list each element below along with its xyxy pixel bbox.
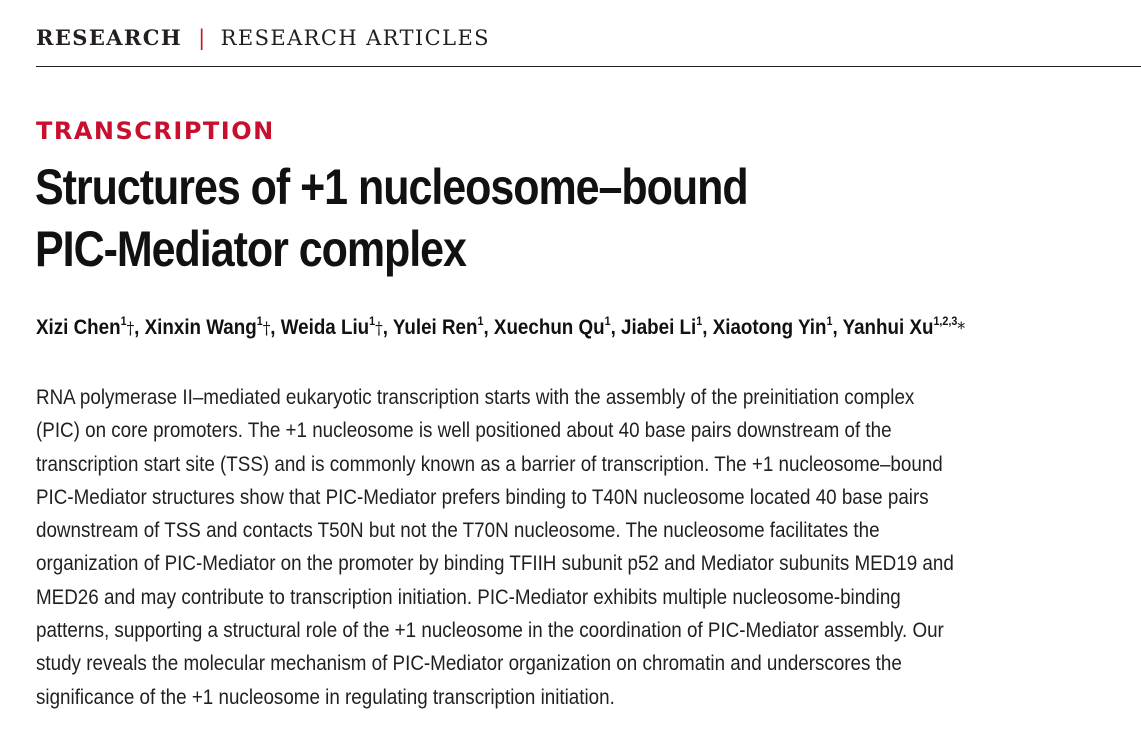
author	[843, 316, 965, 339]
equal-contribution-mark: †	[375, 319, 383, 339]
author-separator: ,	[702, 316, 713, 339]
author	[393, 316, 494, 339]
abstract-line: MED26 and may contribute to transcription initiation. PIC-Mediator exhibits multiple nucleosome-binding	[36, 584, 901, 609]
author-name: Xuechun Qu	[493, 316, 605, 339]
corresponding-author-mark: *	[957, 319, 965, 339]
author-separator: ,	[483, 316, 494, 339]
subsection-label: RESEARCH ARTICLES	[220, 26, 490, 50]
affiliation-marker: 1,2,3	[933, 314, 958, 328]
author	[621, 316, 713, 339]
author-name: Xinxin Wang	[144, 316, 257, 339]
abstract-line: significance of the +1 nucleosome in regulating transcription initiation.	[36, 684, 615, 709]
abstract-line: downstream of TSS and contacts T50N but not the T70N nucleosome. The nucleosome facilitates the	[36, 518, 880, 543]
abstract-line: patterns, supporting a structural role of the +1 nucleosome in the coordination of PIC-Mediator assembly. Our	[36, 618, 944, 643]
affiliation-marker: 1	[256, 314, 263, 328]
author	[281, 316, 393, 339]
author	[713, 316, 843, 339]
abstract-line: PIC-Mediator structures show that PIC-Mediator prefers binding to T40N nucleosome located 40 base pairs	[36, 484, 929, 509]
author-name: Yulei Ren	[392, 316, 478, 339]
header-rule	[36, 66, 1141, 67]
article-title	[35, 156, 748, 280]
author-name: Xiaotong Yin	[712, 316, 827, 339]
abstract-line: study reveals the molecular mechanism of PIC-Mediator organization on chromatin and underscores the	[36, 651, 902, 676]
affiliation-marker: 1	[826, 314, 833, 328]
abstract-line: (PIC) on core promoters. The +1 nucleosome is well positioned about 40 base pairs downstream of the	[36, 418, 892, 443]
affiliation-marker: 1	[604, 314, 611, 328]
section-label: RESEARCH	[36, 25, 183, 50]
author-name: Yanhui Xu	[842, 316, 934, 339]
author	[36, 316, 145, 339]
author-separator: ,	[832, 316, 843, 339]
abstract-line: transcription start site (TSS) and is commonly known as a barrier of transcription. The +1 nucleosome–bound	[36, 451, 943, 476]
equal-contribution-mark: †	[126, 319, 135, 339]
author	[494, 316, 621, 339]
title-line: PIC-Mediator complex	[35, 221, 466, 277]
author-separator: ,	[382, 316, 393, 339]
author-separator: ,	[610, 316, 622, 339]
topic-kicker: TRANSCRIPTION	[36, 117, 275, 145]
affiliation-marker: 1	[120, 314, 127, 328]
author-name: Jiabei Li	[621, 316, 697, 339]
affiliation-marker: 1	[369, 314, 376, 328]
abstract-line: organization of PIC-Mediator on the promoter by binding TFIIH subunit p52 and Mediator subunits MED19 and	[36, 551, 954, 576]
author-name: Weida Liu	[280, 316, 370, 339]
author-list	[36, 313, 965, 344]
affiliation-marker: 1	[477, 314, 484, 328]
equal-contribution-mark: †	[262, 319, 271, 339]
abstract-line: RNA polymerase II–mediated eukaryotic transcription starts with the assembly of the preinitiation complex	[36, 385, 915, 409]
author-separator: ,	[134, 316, 145, 339]
abstract	[36, 381, 1134, 714]
author-separator: ,	[270, 316, 281, 339]
author	[145, 316, 281, 339]
author-name: Xizi Chen	[36, 316, 121, 339]
page-header	[36, 24, 490, 52]
affiliation-marker: 1	[696, 314, 703, 328]
title-line: Structures of +1 nucleosome–bound	[35, 159, 748, 215]
header-separator: |	[198, 26, 207, 50]
